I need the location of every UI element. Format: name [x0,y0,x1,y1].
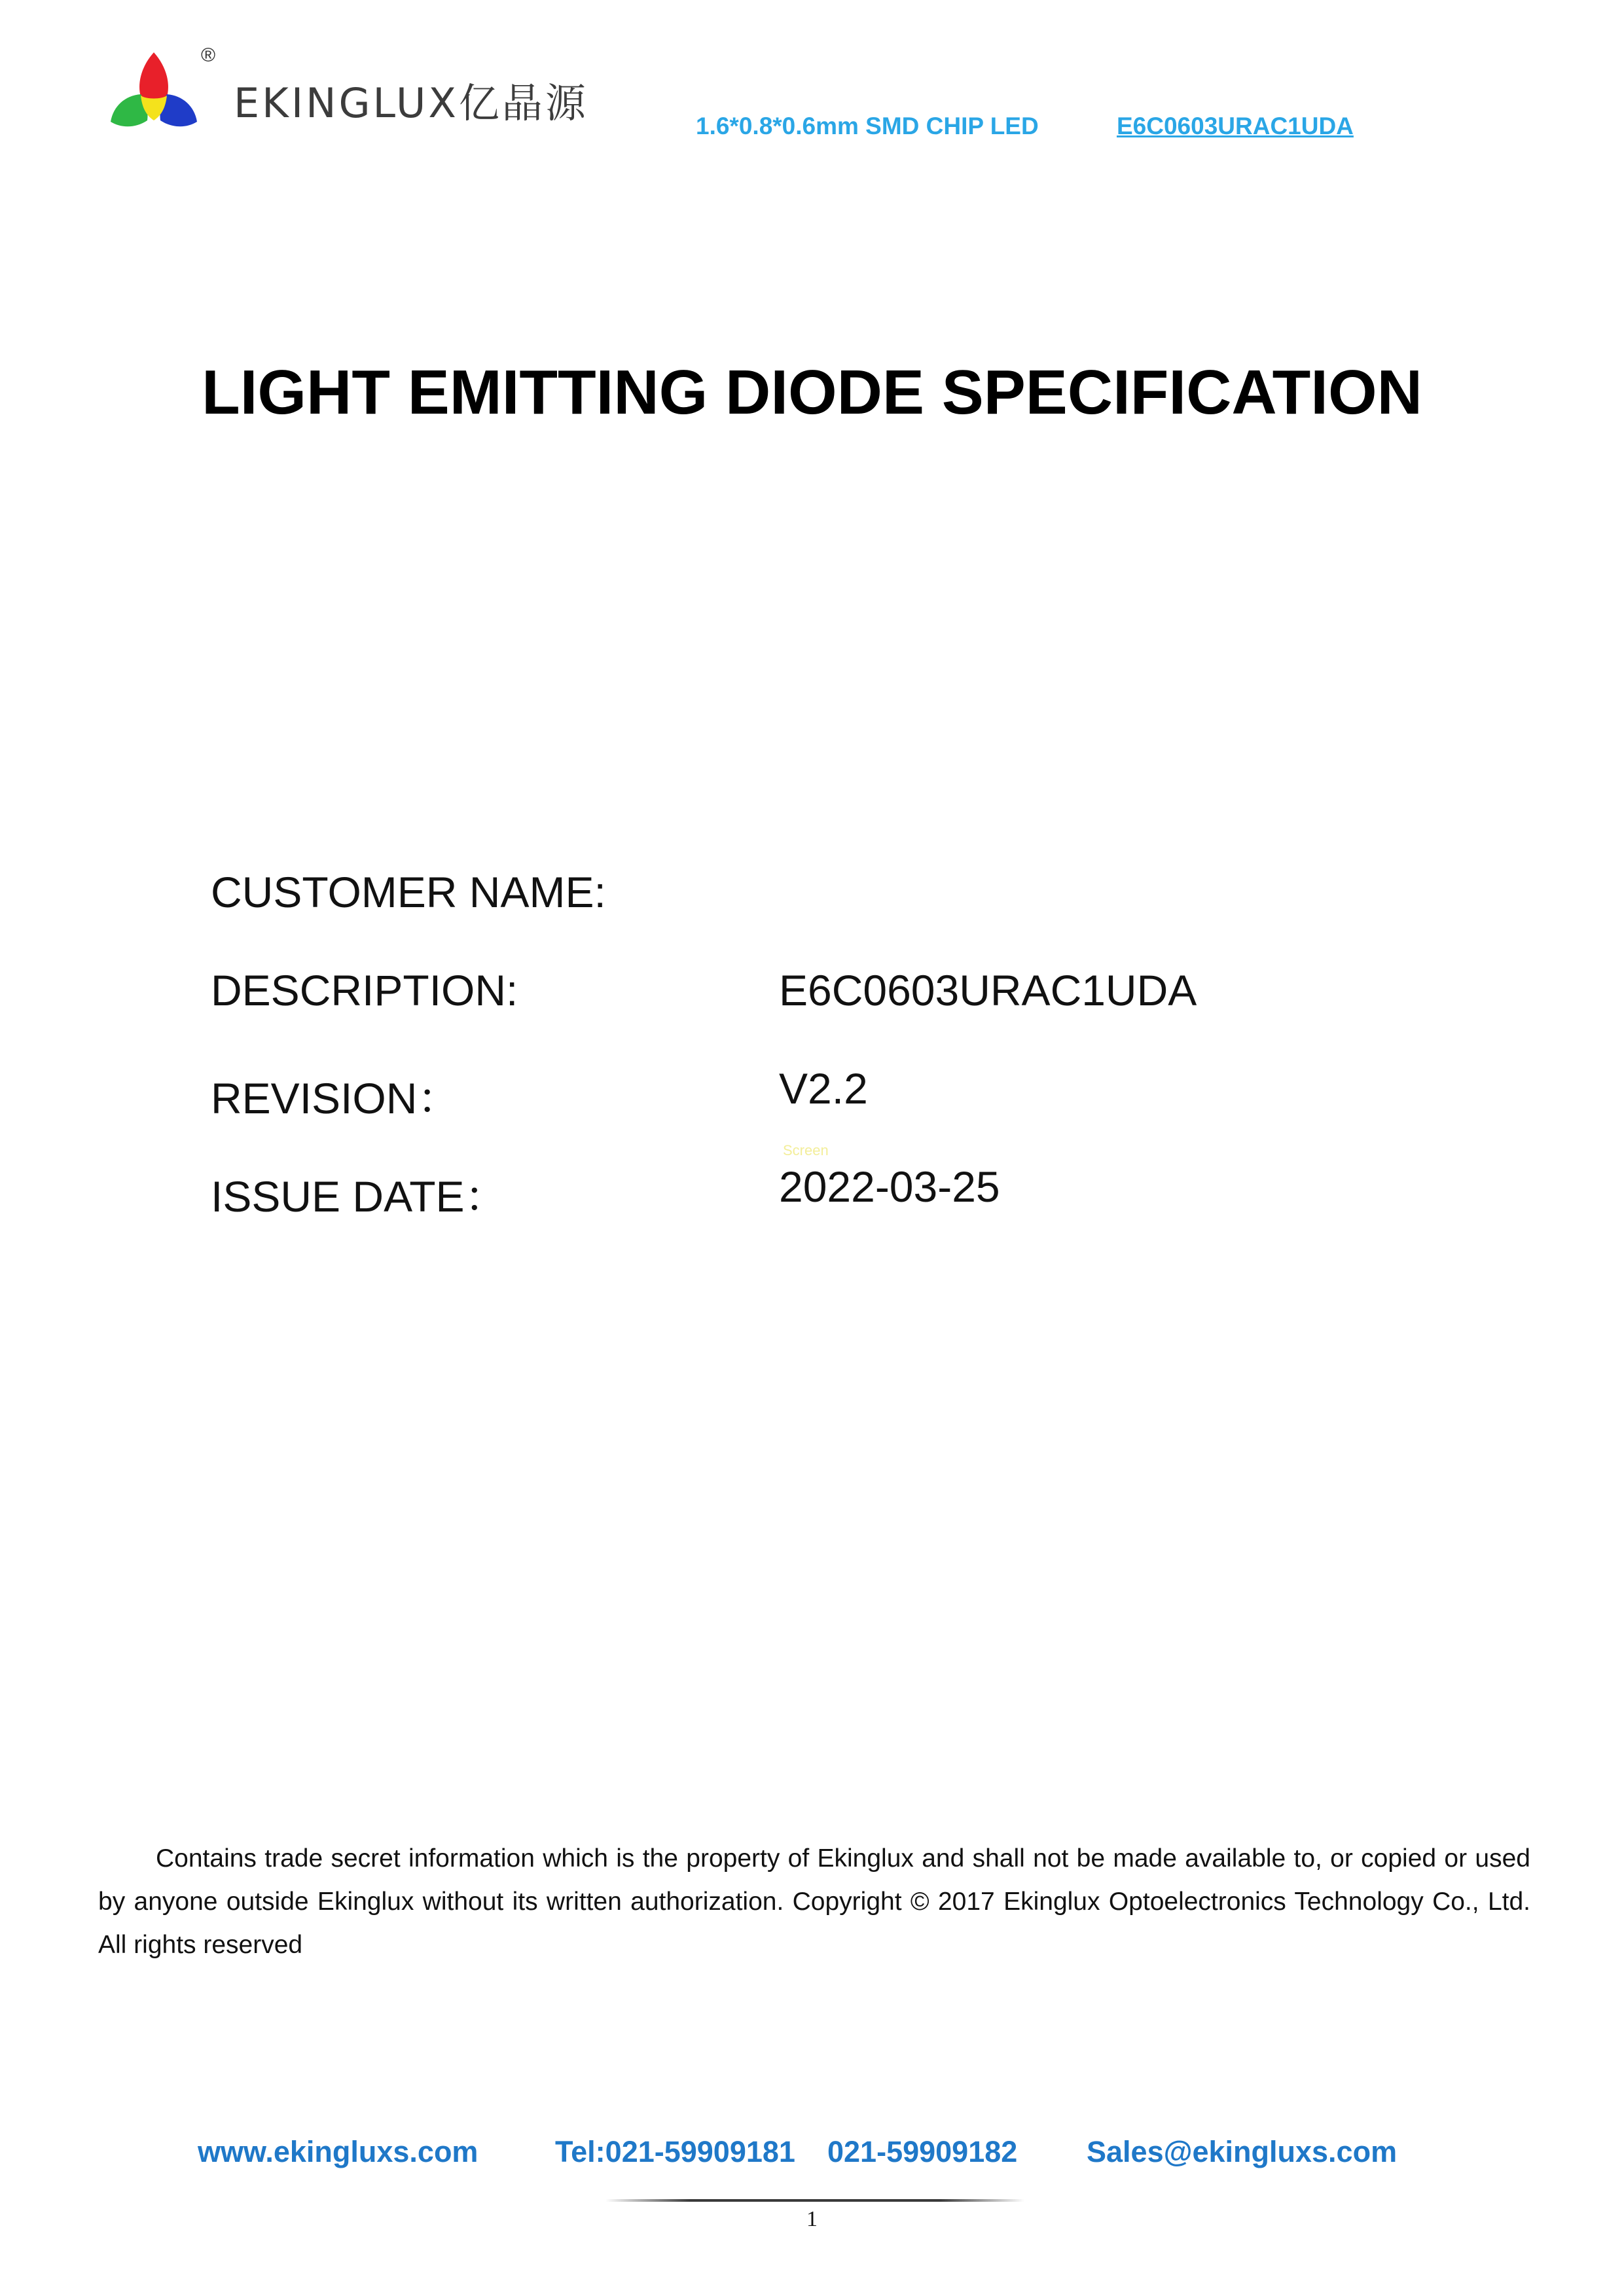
revision-value: V2.2 [779,1064,868,1113]
footer-telephone: Tel:021-59909181 [555,2135,795,2168]
footer-divider [605,2199,1024,2202]
document-title: LIGHT EMITTING DIODE SPECIFICATION [202,357,1422,427]
header-product-description: 1.6*0.8*0.6mm SMD CHIP LED [696,113,1039,139]
footer-email-link[interactable]: Sales@ekingluxs.com [1087,2135,1398,2168]
revision-label: REVISION： [211,1074,461,1122]
registered-trademark: ® [201,45,216,66]
issue-date-value: 2022-03-25 [779,1162,1000,1211]
logo-red-petal [139,52,168,99]
issue-date-label: ISSUE DATE： [211,1172,508,1221]
footer-website-link[interactable]: www.ekingluxs.com [198,2135,478,2168]
faint-stamp-text: Screen [783,1142,829,1158]
customer-name-label: CUSTOMER NAME: [211,868,606,916]
description-value: E6C0603URAC1UDA [779,966,1197,1014]
page-number: 1 [806,2207,818,2231]
description-label: DESCRIPTION: [211,966,518,1014]
header-part-number-link[interactable]: E6C0603URAC1UDA [1117,113,1354,139]
footer-telephone-2: 021-59909182 [827,2135,1018,2168]
tri-color-petal-logo-icon [108,51,200,133]
company-logo [108,45,588,136]
brand-name: EKINGLUX亿晶源 [234,79,588,127]
confidentiality-notice: Contains trade secret information which is the property of Ekinglux and shall not be made available to, or copied or used by anyone outside Ekinglux without its written authorization. Copyright © 2017 Ekinglux Optoelectronics Technology Co., Ltd. All rights reserved [98,1844,1530,1959]
